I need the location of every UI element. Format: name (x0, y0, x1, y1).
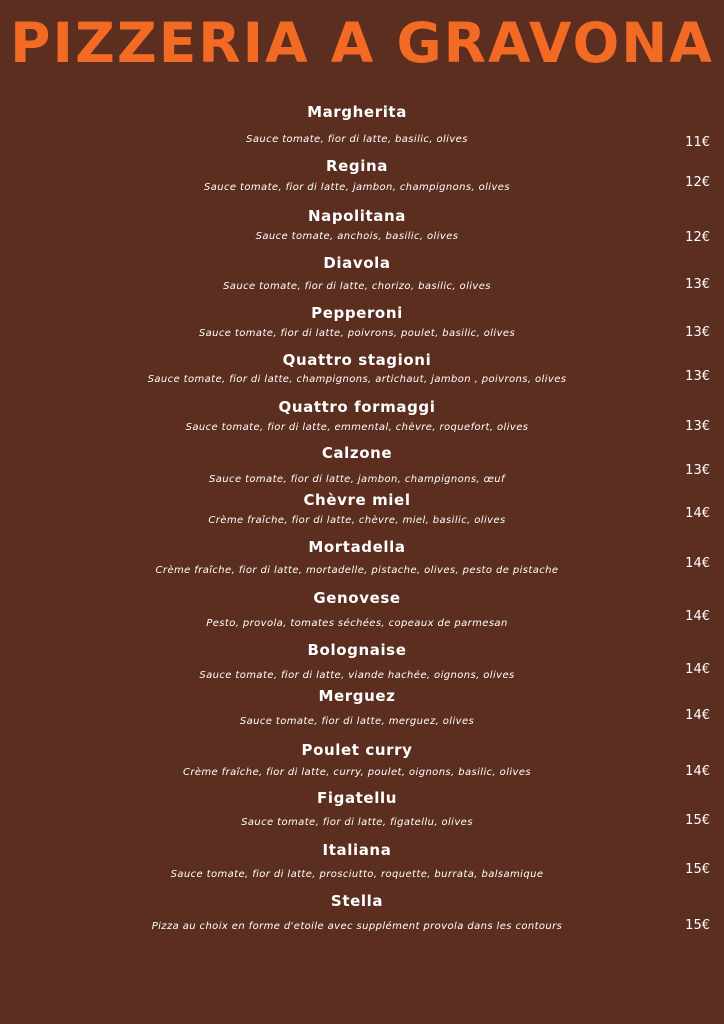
menu-item-pepperoni (0, 304, 724, 340)
pizza-description: Sauce tomate, fior di latte, viande hachée, oignons, olives (199, 670, 515, 681)
pizza-price: 13€ (685, 277, 710, 292)
pizza-name: Margherita (307, 103, 407, 121)
pizza-price: 13€ (685, 325, 710, 340)
pizza-price: 13€ (685, 419, 710, 434)
pizza-description: Crème fraîche, fior di latte, mortadelle, pistache, olives, pesto de pistache (155, 565, 559, 576)
pizza-price: 12€ (685, 230, 710, 245)
pizza-price: 13€ (685, 369, 710, 384)
pizza-description: Crème fraîche, fior di latte, chèvre, miel, basilic, olives (208, 515, 506, 526)
pizza-price: 14€ (685, 662, 710, 677)
menu-item-napolitana (0, 207, 724, 245)
menu-item-quattro-formaggi (0, 398, 724, 434)
menu-item-figatellu (0, 789, 724, 828)
pizza-name: Mortadella (308, 538, 406, 556)
pizza-description: Pizza au choix en forme d'etoile avec supplément provola dans les contours (151, 921, 563, 932)
pizza-price: 15€ (685, 918, 710, 933)
pizza-name: Calzone (321, 444, 393, 462)
pizza-name: Italiana (322, 841, 392, 859)
pizza-description: Sauce tomate, fior di latte, figatellu, olives (241, 817, 473, 828)
menu-item-chevre-miel (0, 491, 724, 526)
pizza-price: 14€ (685, 764, 710, 779)
pizza-description: Sauce tomate, fior di latte, merguez, olives (239, 716, 475, 727)
pizza-price: 14€ (685, 556, 710, 571)
page-title: PIZZERIA A GRAVONA (10, 11, 714, 75)
pizza-name: Stella (330, 892, 384, 910)
menu-item-stella (0, 892, 724, 933)
pizza-price: 13€ (685, 463, 710, 478)
pizza-description: Pesto, provola, tomates séchées, copeaux de parmesan (206, 618, 508, 629)
pizza-description: Crème fraîche, fior di latte, curry, poulet, oignons, basilic, olives (182, 767, 532, 778)
pizza-description: Sauce tomate, fior di latte, emmental, chèvre, roquefort, olives (185, 422, 529, 433)
pizza-description: Sauce tomate, anchois, basilic, olives (255, 231, 459, 242)
pizza-name: Pepperoni (311, 304, 403, 322)
menu-item-mortadella (0, 538, 724, 576)
pizza-price: 11€ (685, 135, 710, 150)
pizza-price: 15€ (685, 862, 710, 877)
pizza-description: Sauce tomate, fior di latte, jambon, champignons, olives (204, 182, 510, 193)
pizza-description: Sauce tomate, fior di latte, chorizo, basilic, olives (223, 281, 491, 292)
pizza-name: Merguez (318, 687, 396, 705)
menu-item-quattro-stagioni (0, 351, 724, 385)
menu-item-genovese (0, 589, 724, 629)
menu-item-bolognaise (0, 641, 724, 681)
menu-item-poulet-curry (0, 741, 724, 779)
pizza-name: Napolitana (307, 207, 407, 225)
pizza-name: Chèvre miel (303, 491, 411, 509)
pizza-description: Sauce tomate, fior di latte, champignons, artichaut, jambon , poivrons, olives (147, 374, 567, 385)
menu-item-diavola (0, 254, 724, 292)
pizza-name: Poulet curry (301, 741, 413, 759)
pizza-description: Sauce tomate, fior di latte, poivrons, poulet, basilic, olives (198, 328, 516, 339)
pizza-name: Regina (325, 157, 388, 175)
pizza-price: 14€ (685, 708, 710, 723)
pizza-price: 15€ (685, 813, 710, 828)
pizza-description: Sauce tomate, fior di latte, prosciutto, roquette, burrata, balsamique (170, 869, 544, 880)
pizza-name: Genovese (313, 589, 401, 607)
pizza-name: Diavola (323, 254, 391, 272)
pizza-name: Bolognaise (307, 641, 407, 659)
pizza-price: 14€ (685, 609, 710, 624)
pizza-price: 12€ (685, 175, 710, 190)
pizza-price: 14€ (685, 506, 710, 521)
pizza-name: Quattro stagioni (282, 351, 432, 369)
pizza-name: Figatellu (317, 789, 397, 807)
pizza-description: Sauce tomate, fior di latte, basilic, olives (246, 134, 468, 145)
pizza-name: Quattro formaggi (278, 398, 436, 416)
menu-item-merguez (0, 687, 724, 727)
menu-item-margherita (0, 103, 724, 150)
menu-item-regina (0, 157, 724, 193)
menu-item-italiana (0, 841, 724, 880)
pizza-description: Sauce tomate, fior di latte, jambon, champignons, œuf (209, 474, 505, 485)
menu-item-calzone (0, 444, 724, 485)
